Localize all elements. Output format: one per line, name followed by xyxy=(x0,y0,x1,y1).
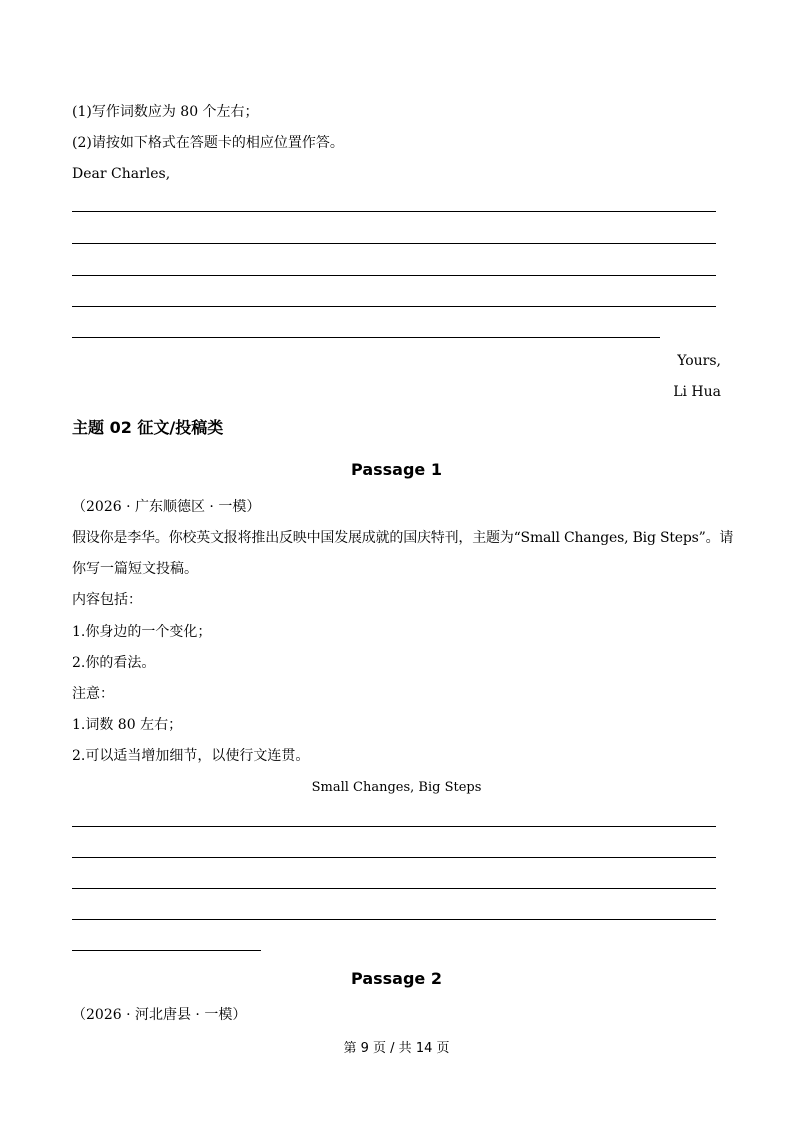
answer-line xyxy=(72,888,716,889)
content-item-2: 2.你的看法。 xyxy=(72,655,156,671)
answer-line xyxy=(72,211,716,212)
answer-line xyxy=(72,950,261,951)
passage-2-source: （2026 · 河北唐县 · 一模） xyxy=(72,1007,247,1023)
essay-title: Small Changes, Big Steps xyxy=(311,780,482,795)
answer-line xyxy=(72,275,716,276)
content-item-1: 1.你身边的一个变化； xyxy=(72,624,212,640)
answer-line xyxy=(72,337,660,338)
answer-line xyxy=(72,306,716,307)
passage-1-prompt-line1: 假设你是李华。你校英文报将推出反映中国发展成就的国庆特刊，主题为“Small Changes, Big Steps”。请 xyxy=(72,530,734,546)
topic-heading: 主题 02 征文/投稿类 xyxy=(72,418,224,437)
answer-line xyxy=(72,826,716,827)
passage-1-prompt-line2: 你写一篇短文投稿。 xyxy=(72,561,198,577)
note-item-2: 2.可以适当增加细节，以使行文连贯。 xyxy=(72,748,310,764)
content-label: 内容包括： xyxy=(72,592,142,608)
answer-line xyxy=(72,857,716,858)
page-footer: 第 9 页 / 共 14 页 xyxy=(343,1041,450,1056)
answer-line xyxy=(72,919,716,920)
note-label: 注意： xyxy=(72,686,114,702)
requirement-2: (2)请按如下格式在答题卡的相应位置作答。 xyxy=(72,135,344,151)
letter-greeting: Dear Charles, xyxy=(72,166,171,182)
passage-1-source: （2026 · 广东顺德区 · 一模） xyxy=(72,499,261,515)
letter-signature: Li Hua xyxy=(673,384,721,400)
note-item-1: 1.词数 80 左右； xyxy=(72,717,183,733)
passage-1-title: Passage 1 xyxy=(351,460,442,479)
requirement-1: (1)写作词数应为 80 个左右； xyxy=(72,104,259,120)
answer-line xyxy=(72,243,716,244)
passage-2-title: Passage 2 xyxy=(351,969,442,988)
letter-closing: Yours, xyxy=(677,353,721,369)
